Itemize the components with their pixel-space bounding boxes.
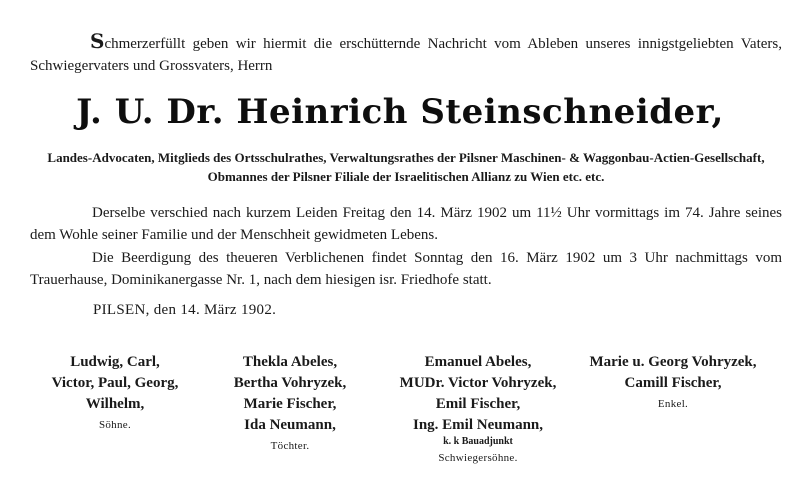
mourner-line: Marie u. Georg Vohryzek, xyxy=(589,354,757,370)
mourners-sons xyxy=(25,352,205,435)
relation-label: Schwiegersöhne. xyxy=(438,452,518,464)
occupation-note: k. k Bauadjunkt xyxy=(443,436,513,447)
mourner-line: Ida Neumann, xyxy=(244,417,336,433)
mourner-line: Victor, Paul, Georg, xyxy=(51,375,179,391)
place-and-date: PILSEN, den 14. März 1902. xyxy=(93,302,277,318)
mourners-grandchildren xyxy=(568,352,778,414)
relation-label: Töchter. xyxy=(270,440,310,452)
relation-label: Enkel. xyxy=(657,398,689,410)
mourner-line: Camill Fischer, xyxy=(624,375,722,391)
funeral-details-paragraph: Die Beerdigung des theueren Verblichenen findet Sonntag den 16. März 1902 um 3 Uhr nachmittags vom Trauerhause, Dominikanergasse Nr. 1, nach dem hiesigen isr. Friedhofe statt. xyxy=(30,250,782,288)
deceased-name: J. U. Dr. Heinrich Steinschneider, xyxy=(76,92,724,132)
relation-label: Söhne. xyxy=(98,419,132,431)
death-announcement-paragraph: Derselbe verschied nach kurzem Leiden Freitag den 14. März 1902 um 11½ Uhr vormittags im 74. Jahre seines dem Wohle seiner Familie und der Menschheit gewidmeten Lebens. xyxy=(30,205,782,243)
mourner-line: Bertha Vohryzek, xyxy=(233,375,347,391)
mourners-daughters xyxy=(200,352,380,456)
intro-paragraph xyxy=(30,30,782,77)
mourner-line: Emil Fischer, xyxy=(435,396,521,412)
mourner-line: Marie Fischer, xyxy=(243,396,337,412)
mourner-line: Ing. Emil Neumann, xyxy=(412,417,544,433)
mourner-line: MUDr. Victor Vohryzek, xyxy=(399,375,557,391)
mourner-line: Wilhelm, xyxy=(85,396,145,412)
mourner-line: Ludwig, Carl, xyxy=(70,354,160,370)
mourners-sons-in-law xyxy=(378,352,578,468)
intro-text: chmerzerfüllt geben wir hiermit die erschütternde Nachricht vom Ableben unseres innigstgeliebten Vaters, Schwiegervaters und Grossvaters, Herrn xyxy=(30,36,782,74)
deceased-titles: Landes-Advocaten, Mitglieds des Ortsschulrathes, Verwaltungsrathes der Pilsner Maschinen- & Waggonbau-Actien-Gesellschaft, Obmannes der Pilsner Filiale der Israelitischen Allianz zu Wien etc. etc. xyxy=(47,150,765,184)
mourner-line: Emanuel Abeles, xyxy=(424,354,532,370)
mourner-line: Thekla Abeles, xyxy=(242,354,338,370)
drop-cap: S xyxy=(90,29,105,53)
